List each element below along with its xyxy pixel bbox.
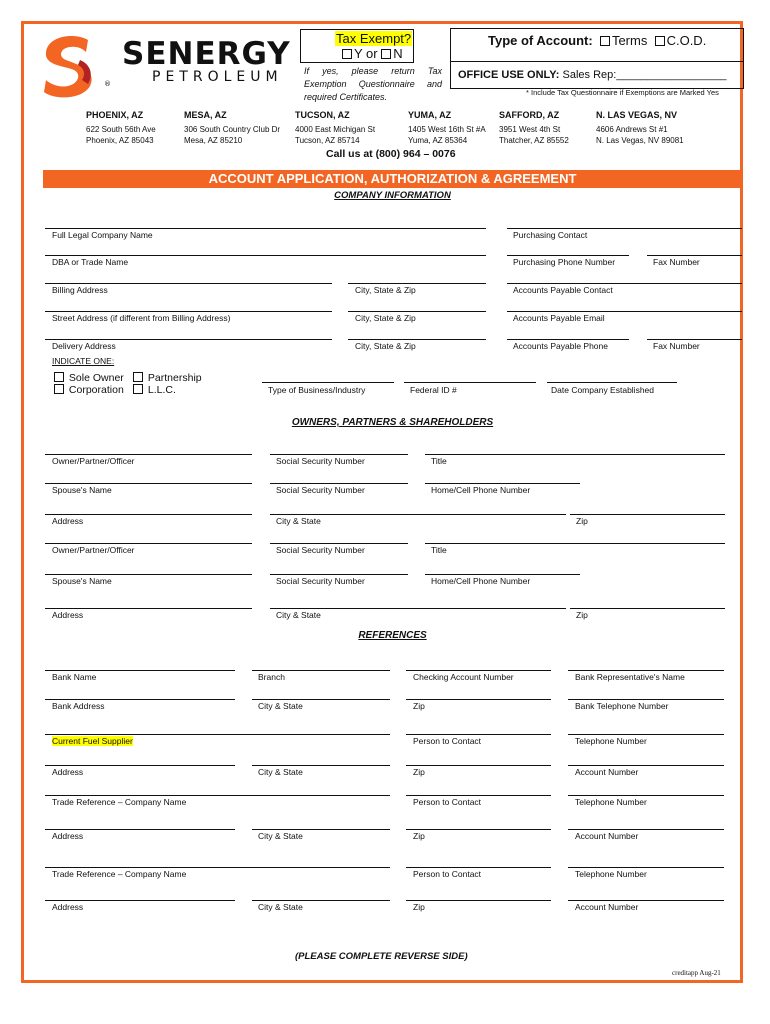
billing-city-line[interactable] bbox=[348, 283, 486, 284]
trade1-phone-label: Telephone Number bbox=[575, 797, 647, 807]
ssn4-line[interactable] bbox=[270, 574, 408, 575]
sales-rep-field[interactable]: Sales Rep:__________________ bbox=[562, 69, 727, 81]
location-citystate: Tucson, AZ 85714 bbox=[295, 136, 360, 145]
bank-citystate-label: City & State bbox=[258, 701, 303, 711]
sole-owner-checkbox[interactable] bbox=[54, 372, 64, 382]
zip2-label: Zip bbox=[576, 610, 588, 620]
cod-label: C.O.D. bbox=[666, 33, 707, 48]
bank-rep-label: Bank Representative's Name bbox=[575, 672, 685, 682]
tax-no-checkbox[interactable] bbox=[381, 49, 391, 59]
bank-phone-line[interactable] bbox=[568, 699, 724, 700]
corporation-checkbox[interactable] bbox=[54, 384, 64, 394]
trade2-phone-line[interactable] bbox=[568, 867, 724, 868]
spouse1-label: Spouse's Name bbox=[52, 485, 112, 495]
ap-phone-label: Accounts Payable Phone bbox=[513, 341, 608, 351]
senergy-logo-icon bbox=[36, 30, 106, 100]
trade2-contact-label: Person to Contact bbox=[413, 869, 482, 879]
citystate1-line[interactable] bbox=[270, 514, 566, 515]
owner2-line[interactable] bbox=[45, 543, 252, 544]
cod-checkbox[interactable] bbox=[655, 36, 665, 46]
fuel-phone-line[interactable] bbox=[568, 734, 724, 735]
form-title: ACCOUNT APPLICATION, AUTHORIZATION & AGREEMENT bbox=[208, 171, 577, 186]
tax-yes-checkbox[interactable] bbox=[342, 49, 352, 59]
business-type-label: Type of Business/Industry bbox=[268, 385, 366, 395]
location-citystate: Mesa, AZ 85210 bbox=[184, 136, 243, 145]
delivery-address-label: Delivery Address bbox=[52, 341, 116, 351]
form-code: creditapp Aug-21 bbox=[672, 969, 721, 977]
sole-owner-option[interactable] bbox=[54, 372, 124, 384]
tax-exempt-note: If yes, please return Tax Exemption Questionnaire and required Certificates. bbox=[304, 66, 442, 102]
trade2-phone-label: Telephone Number bbox=[575, 869, 647, 879]
trade2-account-label: Account Number bbox=[575, 902, 639, 912]
owner1-line[interactable] bbox=[45, 454, 252, 455]
ap-contact-line[interactable] bbox=[507, 283, 742, 284]
fuel-address-line[interactable] bbox=[45, 765, 235, 766]
fuel-account-line[interactable] bbox=[568, 765, 724, 766]
delivery-city-line[interactable] bbox=[348, 339, 486, 340]
address2-label: Address bbox=[52, 610, 84, 620]
phone2-label: Home/Cell Phone Number bbox=[431, 576, 531, 586]
trade1-citystate-label: City & State bbox=[258, 831, 303, 841]
citystate2-line[interactable] bbox=[270, 608, 566, 609]
fax-line[interactable] bbox=[647, 255, 742, 256]
partnership-label: Partnership bbox=[147, 372, 202, 384]
bank-zip-line[interactable] bbox=[406, 699, 551, 700]
llc-label: L.L.C. bbox=[147, 384, 176, 396]
federal-id-line[interactable] bbox=[404, 382, 536, 383]
fax2-label: Fax Number bbox=[653, 341, 700, 351]
location-citystate: Phoenix, AZ 85043 bbox=[86, 136, 154, 145]
branch-line[interactable] bbox=[252, 670, 390, 671]
purchasing-contact-line[interactable] bbox=[507, 228, 742, 229]
checking-line[interactable] bbox=[406, 670, 551, 671]
purchasing-phone-line[interactable] bbox=[507, 255, 629, 256]
ssn4-label: Social Security Number bbox=[276, 576, 365, 586]
ssn2-line[interactable] bbox=[270, 483, 408, 484]
business-type-line[interactable] bbox=[262, 382, 394, 383]
branch-label: Branch bbox=[258, 672, 285, 682]
fuel-zip-line[interactable] bbox=[406, 765, 551, 766]
fax2-line[interactable] bbox=[647, 339, 742, 340]
zip2-line[interactable] bbox=[570, 608, 725, 609]
fuel-supplier-line[interactable] bbox=[45, 734, 390, 735]
billing-address-line[interactable] bbox=[45, 283, 332, 284]
location-city: YUMA, AZ bbox=[408, 110, 452, 120]
zip1-label: Zip bbox=[576, 516, 588, 526]
indicate-one-label: INDICATE ONE: bbox=[52, 356, 115, 366]
terms-checkbox[interactable] bbox=[600, 36, 610, 46]
bank-zip-label: Zip bbox=[413, 701, 425, 711]
phone1-line[interactable] bbox=[425, 483, 580, 484]
trade2-name-label: Trade Reference – Company Name bbox=[52, 869, 187, 879]
street-city-label: City, State & Zip bbox=[355, 313, 416, 323]
location-street: 4606 Andrews St #1 bbox=[596, 125, 668, 134]
bank-rep-line[interactable] bbox=[568, 670, 724, 671]
trade1-contact-line[interactable] bbox=[406, 795, 551, 796]
ap-email-line[interactable] bbox=[507, 311, 742, 312]
location-citystate: Thatcher, AZ 85552 bbox=[499, 136, 569, 145]
dba-line[interactable] bbox=[45, 255, 486, 256]
citystate1-label: City & State bbox=[276, 516, 321, 526]
delivery-address-line[interactable] bbox=[45, 339, 332, 340]
ssn1-line[interactable] bbox=[270, 454, 408, 455]
brand-name: SENERGY bbox=[122, 36, 291, 72]
date-established-line[interactable] bbox=[547, 382, 677, 383]
phone1-label: Home/Cell Phone Number bbox=[431, 485, 531, 495]
bank-name-line[interactable] bbox=[45, 670, 235, 671]
bank-address-label: Bank Address bbox=[52, 701, 105, 711]
terms-label: Terms bbox=[611, 33, 648, 48]
ssn2-label: Social Security Number bbox=[276, 485, 365, 495]
address1-label: Address bbox=[52, 516, 84, 526]
trade1-citystate-line[interactable] bbox=[252, 829, 390, 830]
location-mesa bbox=[184, 110, 280, 146]
billing-address-label: Billing Address bbox=[52, 285, 108, 295]
trade2-address-line[interactable] bbox=[45, 900, 235, 901]
fuel-citystate-line[interactable] bbox=[252, 765, 390, 766]
fax-label: Fax Number bbox=[653, 257, 700, 267]
bank-name-label: Bank Name bbox=[52, 672, 97, 682]
owner1-label: Owner/Partner/Officer bbox=[52, 456, 135, 466]
fuel-contact-label: Person to Contact bbox=[413, 736, 482, 746]
location-street: 1405 West 16th St #A bbox=[408, 125, 486, 134]
fuel-address-label: Address bbox=[52, 767, 84, 777]
trade1-contact-label: Person to Contact bbox=[413, 797, 482, 807]
location-yuma bbox=[408, 110, 486, 146]
tax-yes-label: Y or bbox=[354, 46, 378, 61]
citystate2-label: City & State bbox=[276, 610, 321, 620]
ssn1-label: Social Security Number bbox=[276, 456, 365, 466]
purchasing-phone-label: Purchasing Phone Number bbox=[513, 257, 616, 267]
title1-label: Title bbox=[431, 456, 447, 466]
tax-no-label: N bbox=[393, 46, 403, 61]
purchasing-contact-label: Purchasing Contact bbox=[513, 230, 588, 240]
location-street: 4000 East Michigan St bbox=[295, 125, 376, 134]
ssn3-line[interactable] bbox=[270, 543, 408, 544]
location-citystate: N. Las Vegas, NV 89081 bbox=[596, 136, 684, 145]
section-references-title: REFERENCES bbox=[358, 630, 427, 641]
location-city: TUCSON, AZ bbox=[295, 110, 350, 120]
location-city: N. LAS VEGAS, NV bbox=[596, 110, 678, 120]
address1-line[interactable] bbox=[45, 514, 252, 515]
title2-line[interactable] bbox=[425, 543, 725, 544]
trade2-name-line[interactable] bbox=[45, 867, 390, 868]
llc-option[interactable] bbox=[133, 384, 176, 396]
location-street: 3951 West 4th St bbox=[499, 125, 561, 134]
corporation-label: Corporation bbox=[68, 384, 124, 396]
title2-label: Title bbox=[431, 545, 447, 555]
tax-exempt-options bbox=[342, 46, 403, 61]
bank-citystate-line[interactable] bbox=[252, 699, 390, 700]
street-city-line[interactable] bbox=[348, 311, 486, 312]
call-us-line: Call us at (800) 964 – 0076 bbox=[326, 148, 456, 160]
exemption-note: * Include Tax Questionnaire if Exemptions are Marked Yes bbox=[526, 88, 719, 97]
street-address-line[interactable] bbox=[45, 311, 332, 312]
corporation-option[interactable] bbox=[54, 384, 124, 396]
trade1-name-line[interactable] bbox=[45, 795, 390, 796]
delivery-city-label: City, State & Zip bbox=[355, 341, 416, 351]
trade2-account-line[interactable] bbox=[568, 900, 724, 901]
legal-name-line[interactable] bbox=[45, 228, 486, 229]
dba-label: DBA or Trade Name bbox=[52, 257, 129, 267]
trade1-phone-line[interactable] bbox=[568, 795, 724, 796]
section-company-title: COMPANY INFORMATION bbox=[334, 190, 451, 201]
trade1-zip-label: Zip bbox=[413, 831, 425, 841]
fuel-supplier-label: Current Fuel Supplier bbox=[52, 736, 133, 746]
spouse1-line[interactable] bbox=[45, 483, 252, 484]
trade2-zip-line[interactable] bbox=[406, 900, 551, 901]
ssn3-label: Social Security Number bbox=[276, 545, 365, 555]
street-address-label: Street Address (if different from Billing Address) bbox=[52, 313, 231, 323]
tax-exempt-title: Tax Exempt? bbox=[336, 31, 412, 46]
trade2-address-label: Address bbox=[52, 902, 84, 912]
trademark-mark: ® bbox=[104, 80, 111, 88]
trade2-citystate-line[interactable] bbox=[252, 900, 390, 901]
partnership-checkbox[interactable] bbox=[133, 372, 143, 382]
location-city: PHOENIX, AZ bbox=[86, 110, 144, 120]
ap-phone-line[interactable] bbox=[507, 339, 629, 340]
location-las-vegas bbox=[596, 110, 684, 146]
trade1-address-label: Address bbox=[52, 831, 84, 841]
location-tucson bbox=[295, 110, 375, 146]
trade1-name-label: Trade Reference – Company Name bbox=[52, 797, 187, 807]
spouse2-line[interactable] bbox=[45, 574, 252, 575]
location-city: MESA, AZ bbox=[184, 110, 227, 120]
checking-label: Checking Account Number bbox=[413, 672, 514, 682]
spouse2-label: Spouse's Name bbox=[52, 576, 112, 586]
fuel-contact-line[interactable] bbox=[406, 734, 551, 735]
owner2-label: Owner/Partner/Officer bbox=[52, 545, 135, 555]
office-use-row bbox=[458, 69, 726, 81]
partnership-option[interactable] bbox=[133, 372, 202, 384]
llc-checkbox[interactable] bbox=[133, 384, 143, 394]
office-use-label: OFFICE USE ONLY: bbox=[458, 69, 560, 81]
trade1-account-label: Account Number bbox=[575, 831, 639, 841]
location-city: SAFFORD, AZ bbox=[499, 110, 560, 120]
address2-line[interactable] bbox=[45, 608, 252, 609]
account-type-row bbox=[488, 33, 706, 48]
trade2-contact-line[interactable] bbox=[406, 867, 551, 868]
trade1-account-line[interactable] bbox=[568, 829, 724, 830]
phone2-line[interactable] bbox=[425, 574, 580, 575]
fuel-phone-label: Telephone Number bbox=[575, 736, 647, 746]
federal-id-label: Federal ID # bbox=[410, 385, 457, 395]
zip1-line[interactable] bbox=[570, 514, 725, 515]
trade1-zip-line[interactable] bbox=[406, 829, 551, 830]
reverse-side-note: (PLEASE COMPLETE REVERSE SIDE) bbox=[295, 951, 468, 962]
trade1-address-line[interactable] bbox=[45, 829, 235, 830]
location-phoenix bbox=[86, 110, 156, 146]
location-street: 306 South Country Club Dr bbox=[184, 125, 281, 134]
trade2-zip-label: Zip bbox=[413, 902, 425, 912]
title1-line[interactable] bbox=[425, 454, 725, 455]
sole-owner-label: Sole Owner bbox=[68, 372, 124, 384]
bank-address-line[interactable] bbox=[45, 699, 235, 700]
location-citystate: Yuma, AZ 85364 bbox=[408, 136, 468, 145]
bank-phone-label: Bank Telephone Number bbox=[575, 701, 669, 711]
fuel-citystate-label: City & State bbox=[258, 767, 303, 777]
legal-name-label: Full Legal Company Name bbox=[52, 230, 153, 240]
ap-email-label: Accounts Payable Email bbox=[513, 313, 605, 323]
date-established-label: Date Company Established bbox=[551, 385, 655, 395]
billing-city-label: City, State & Zip bbox=[355, 285, 416, 295]
ap-contact-label: Accounts Payable Contact bbox=[513, 285, 613, 295]
fuel-account-label: Account Number bbox=[575, 767, 639, 777]
trade2-citystate-label: City & State bbox=[258, 902, 303, 912]
section-owners-title: OWNERS, PARTNERS & SHAREHOLDERS bbox=[291, 417, 494, 428]
fuel-zip-label: Zip bbox=[413, 767, 425, 777]
location-safford bbox=[499, 110, 569, 146]
brand-subtitle: PETROLEUM bbox=[152, 69, 283, 85]
location-street: 622 South 56th Ave bbox=[86, 125, 156, 134]
account-type-label: Type of Account: bbox=[488, 33, 593, 48]
